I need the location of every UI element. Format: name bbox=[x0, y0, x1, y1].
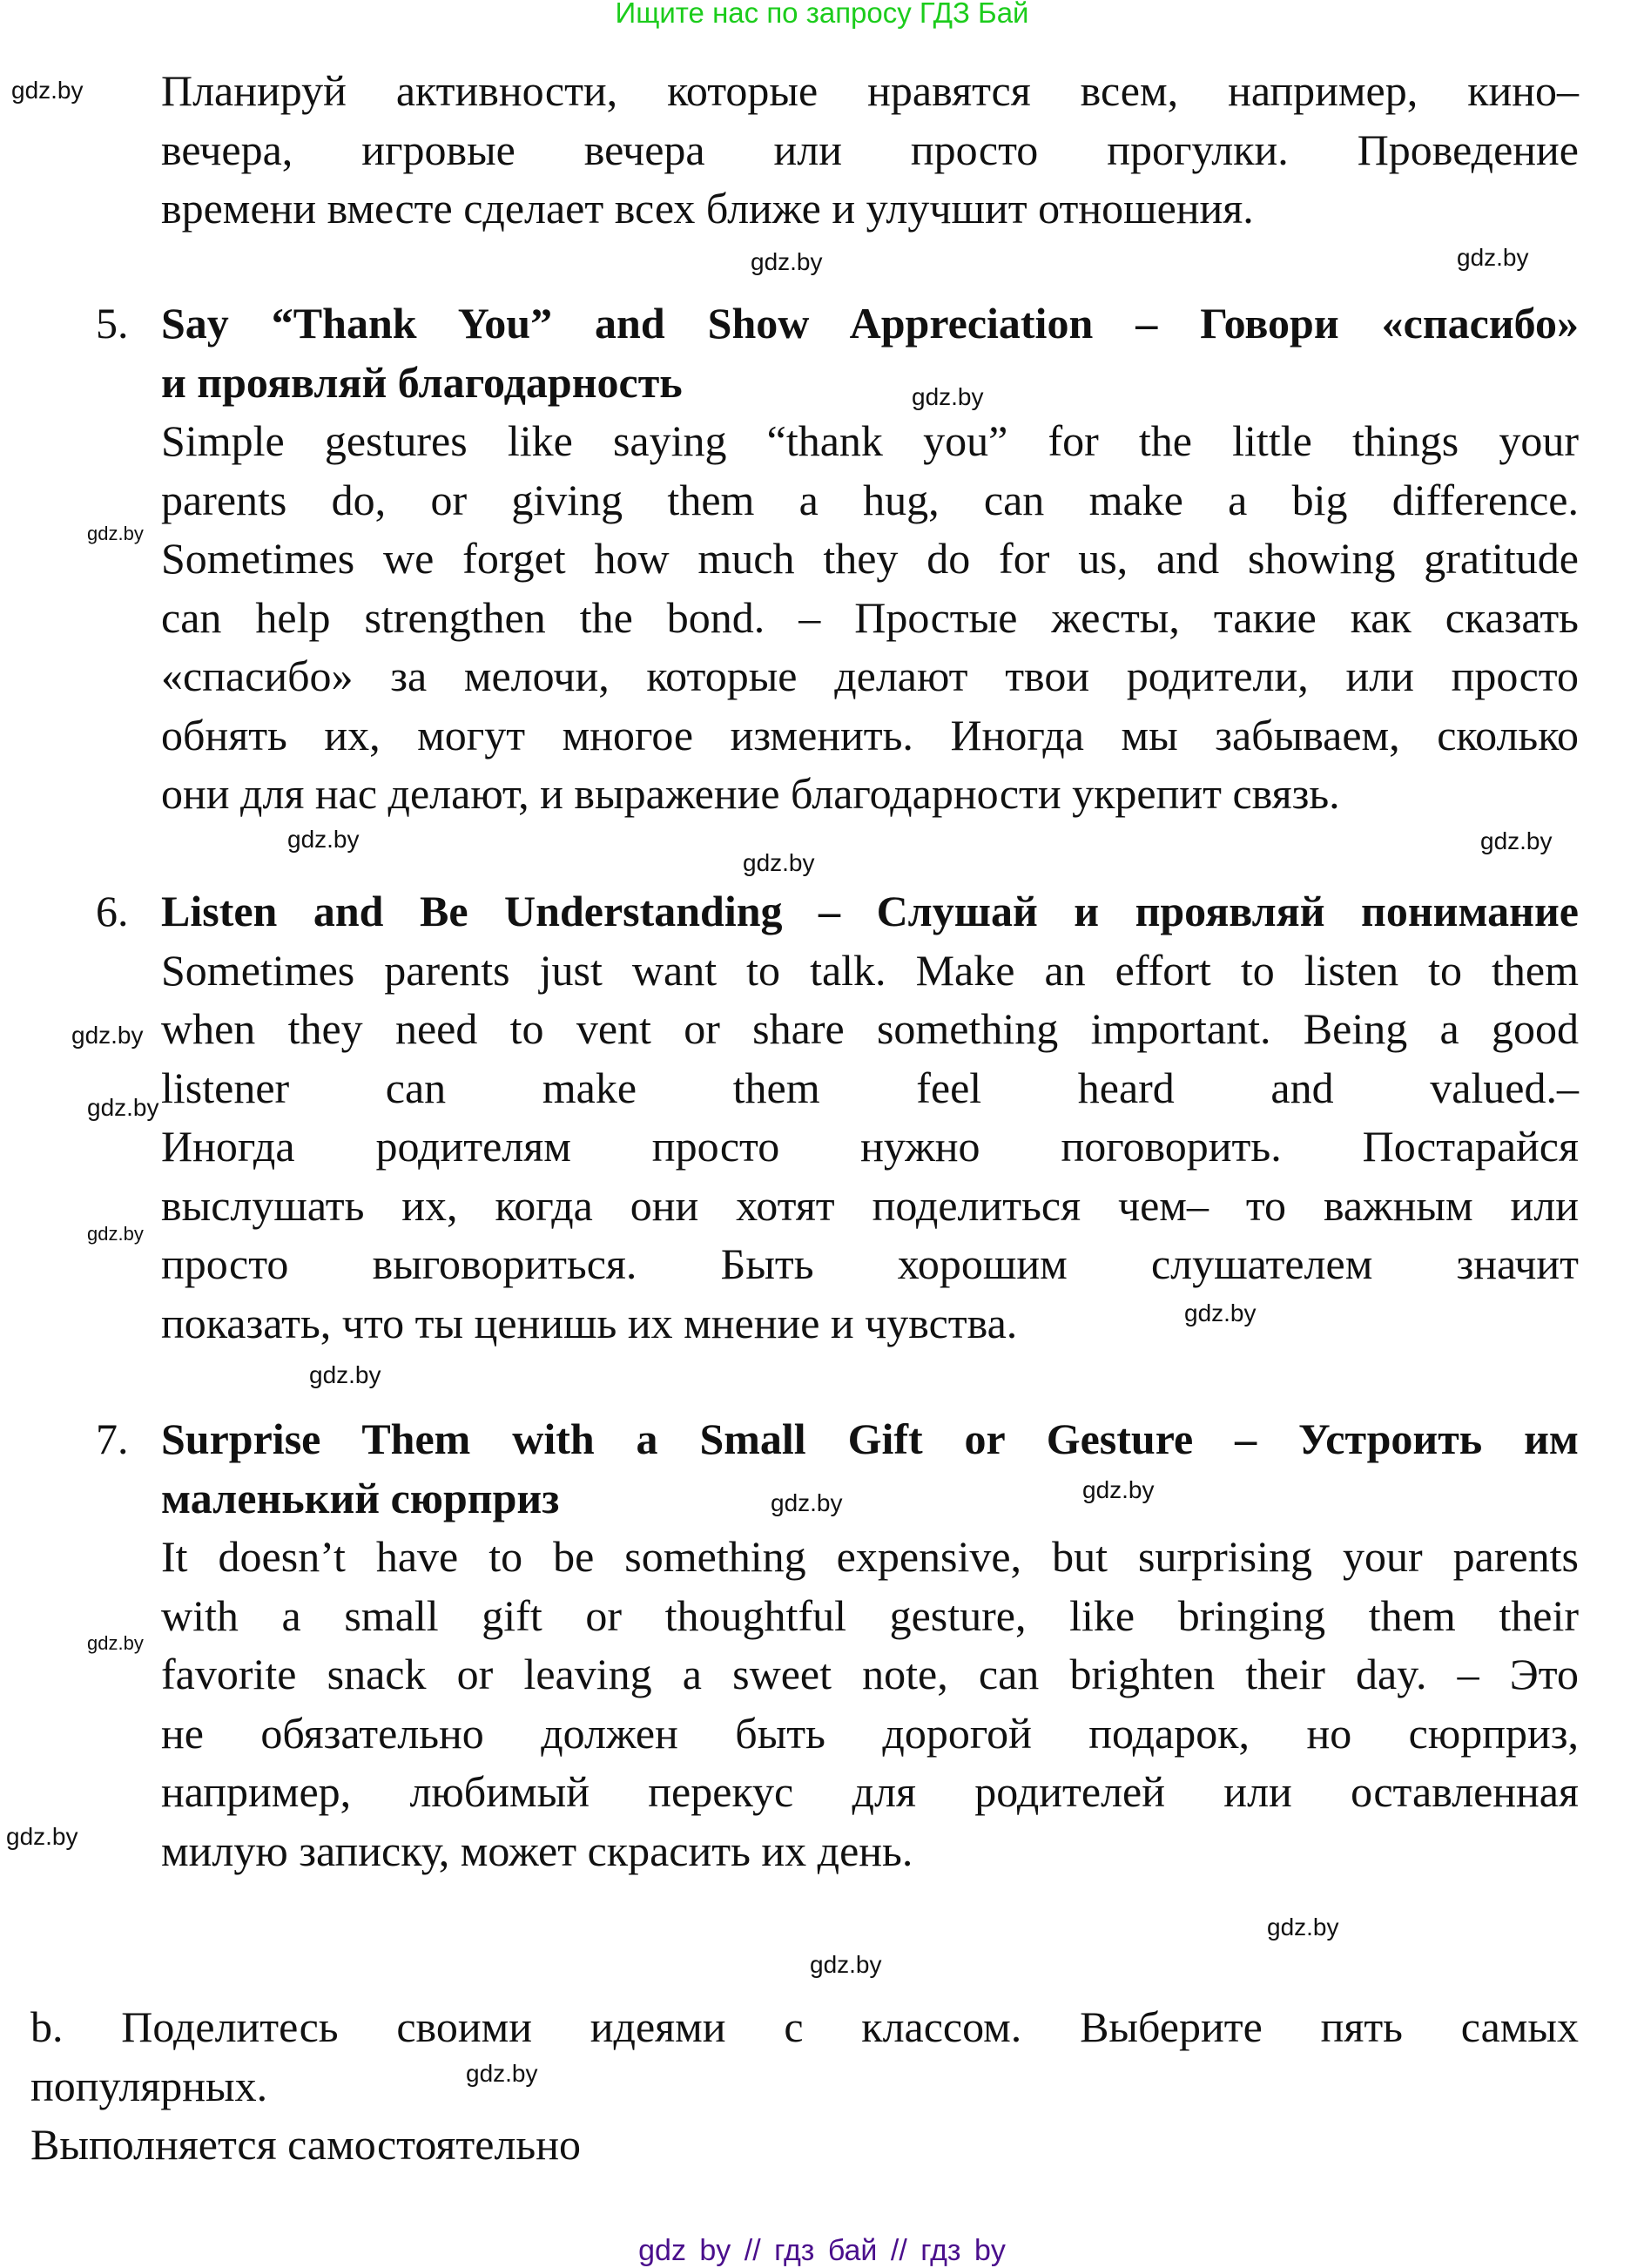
text-line: Simple gestures like saying “thank you” for the little things your bbox=[161, 416, 1579, 465]
text-line: милую записку, может скрасить их день. bbox=[161, 1826, 913, 1875]
item-title: маленький сюрприз bbox=[161, 1473, 560, 1522]
text-line: can help strengthen the bond. – Простые жесты, такие как сказать bbox=[161, 592, 1579, 642]
text-line: Sometimes we forget how much they do for us, and showing gratitude bbox=[161, 534, 1579, 583]
watermark: gdz.by bbox=[810, 1951, 882, 1978]
watermark: gdz.by bbox=[87, 1632, 144, 1654]
text-line: например, любимый перекус для родителей или оставленная bbox=[161, 1767, 1579, 1816]
text-line: Планируй активности, которые нравятся всем, например, кино– bbox=[161, 66, 1579, 115]
text-line: parents do, or giving them a hug, can make a big difference. bbox=[161, 475, 1579, 524]
text-line: listener can make them feel heard and valued.– bbox=[161, 1063, 1579, 1112]
watermark: gdz.by bbox=[771, 1489, 843, 1516]
item-title: Listen and Be Understanding – Слушай и проявляй понимание bbox=[161, 887, 1579, 935]
item-number: 7. bbox=[96, 1414, 129, 1463]
watermark: gdz.by bbox=[1082, 1476, 1155, 1503]
task-text: b. Поделитесь своими идеями с классом. Выберите пять самых bbox=[30, 2002, 1579, 2051]
text-line: favorite snack or leaving a sweet note, can brighten their day. – Это bbox=[161, 1650, 1579, 1698]
text-line: Иногда родителям просто нужно поговорить. Постарайся bbox=[161, 1122, 1579, 1171]
header-banner: Ищите нас по запросу ГДЗ Бай bbox=[615, 0, 1029, 29]
text-line: не обязательно должен быть дорогой подарок, но сюрприз, bbox=[161, 1708, 1579, 1758]
item-number: 6. bbox=[96, 887, 129, 935]
text-line: вечера, игровые вечера или просто прогулки. Проведение bbox=[161, 125, 1579, 174]
text-line: «спасибо» за мелочи, которые делают твои родители, или просто bbox=[161, 651, 1579, 700]
task-b bbox=[30, 1998, 1579, 2175]
intro-paragraph bbox=[161, 62, 1579, 239]
watermark: gdz.by bbox=[743, 849, 815, 876]
watermark: gdz.by bbox=[87, 1094, 159, 1121]
watermark: gdz.by bbox=[466, 2060, 538, 2087]
text-line: просто выговориться. Быть хорошим слушателем значит bbox=[161, 1239, 1579, 1288]
task-text: популярных. bbox=[30, 2061, 268, 2110]
text-line: времени вместе сделает всех ближе и улучшит отношения. bbox=[161, 184, 1254, 233]
text-line: они для нас делают, и выражение благодарности укрепит связь. bbox=[161, 769, 1340, 818]
watermark: gdz.by bbox=[912, 383, 984, 410]
watermark: gdz.by bbox=[1480, 827, 1553, 854]
watermark: gdz.by bbox=[87, 523, 144, 544]
item-title: Surprise Them with a Small Gift or Gesture – Устроить им bbox=[161, 1414, 1579, 1463]
watermark: gdz.by bbox=[1267, 1914, 1339, 1941]
item-title: и проявляй благодарность bbox=[161, 357, 683, 407]
footer-links: gdz by // гдз бай // гдз by bbox=[638, 2234, 1006, 2267]
answer-text: Выполняется самостоятельно bbox=[30, 2120, 581, 2169]
watermark: gdz.by bbox=[1457, 244, 1529, 271]
text-line: выслушать их, когда они хотят поделиться чем– то важным или bbox=[161, 1180, 1579, 1230]
watermark: gdz.by bbox=[287, 826, 360, 853]
item-number: 5. bbox=[96, 299, 129, 348]
text-line: when they need to vent or share something important. Being a good bbox=[161, 1004, 1579, 1053]
watermark: gdz.by bbox=[6, 1823, 78, 1850]
watermark: gdz.by bbox=[309, 1361, 381, 1388]
watermark: gdz.by bbox=[11, 77, 84, 104]
text-line: It doesn’t have to be something expensive, but surprising your parents bbox=[161, 1532, 1579, 1581]
item-title: Say “Thank You” and Show Appreciation – Говори «спасибо» bbox=[161, 299, 1579, 348]
text-line: показать, что ты ценишь их мнение и чувства. bbox=[161, 1298, 1018, 1347]
text-line: Sometimes parents just want to talk. Make an effort to listen to them bbox=[161, 945, 1579, 995]
text-line: обнять их, могут многое изменить. Иногда мы забываем, сколько bbox=[161, 710, 1579, 759]
watermark: gdz.by bbox=[71, 1022, 144, 1049]
watermark: gdz.by bbox=[87, 1223, 144, 1245]
watermark: gdz.by bbox=[751, 248, 823, 275]
watermark: gdz.by bbox=[1184, 1299, 1257, 1326]
text-line: with a small gift or thoughtful gesture, like bringing them their bbox=[161, 1590, 1579, 1640]
